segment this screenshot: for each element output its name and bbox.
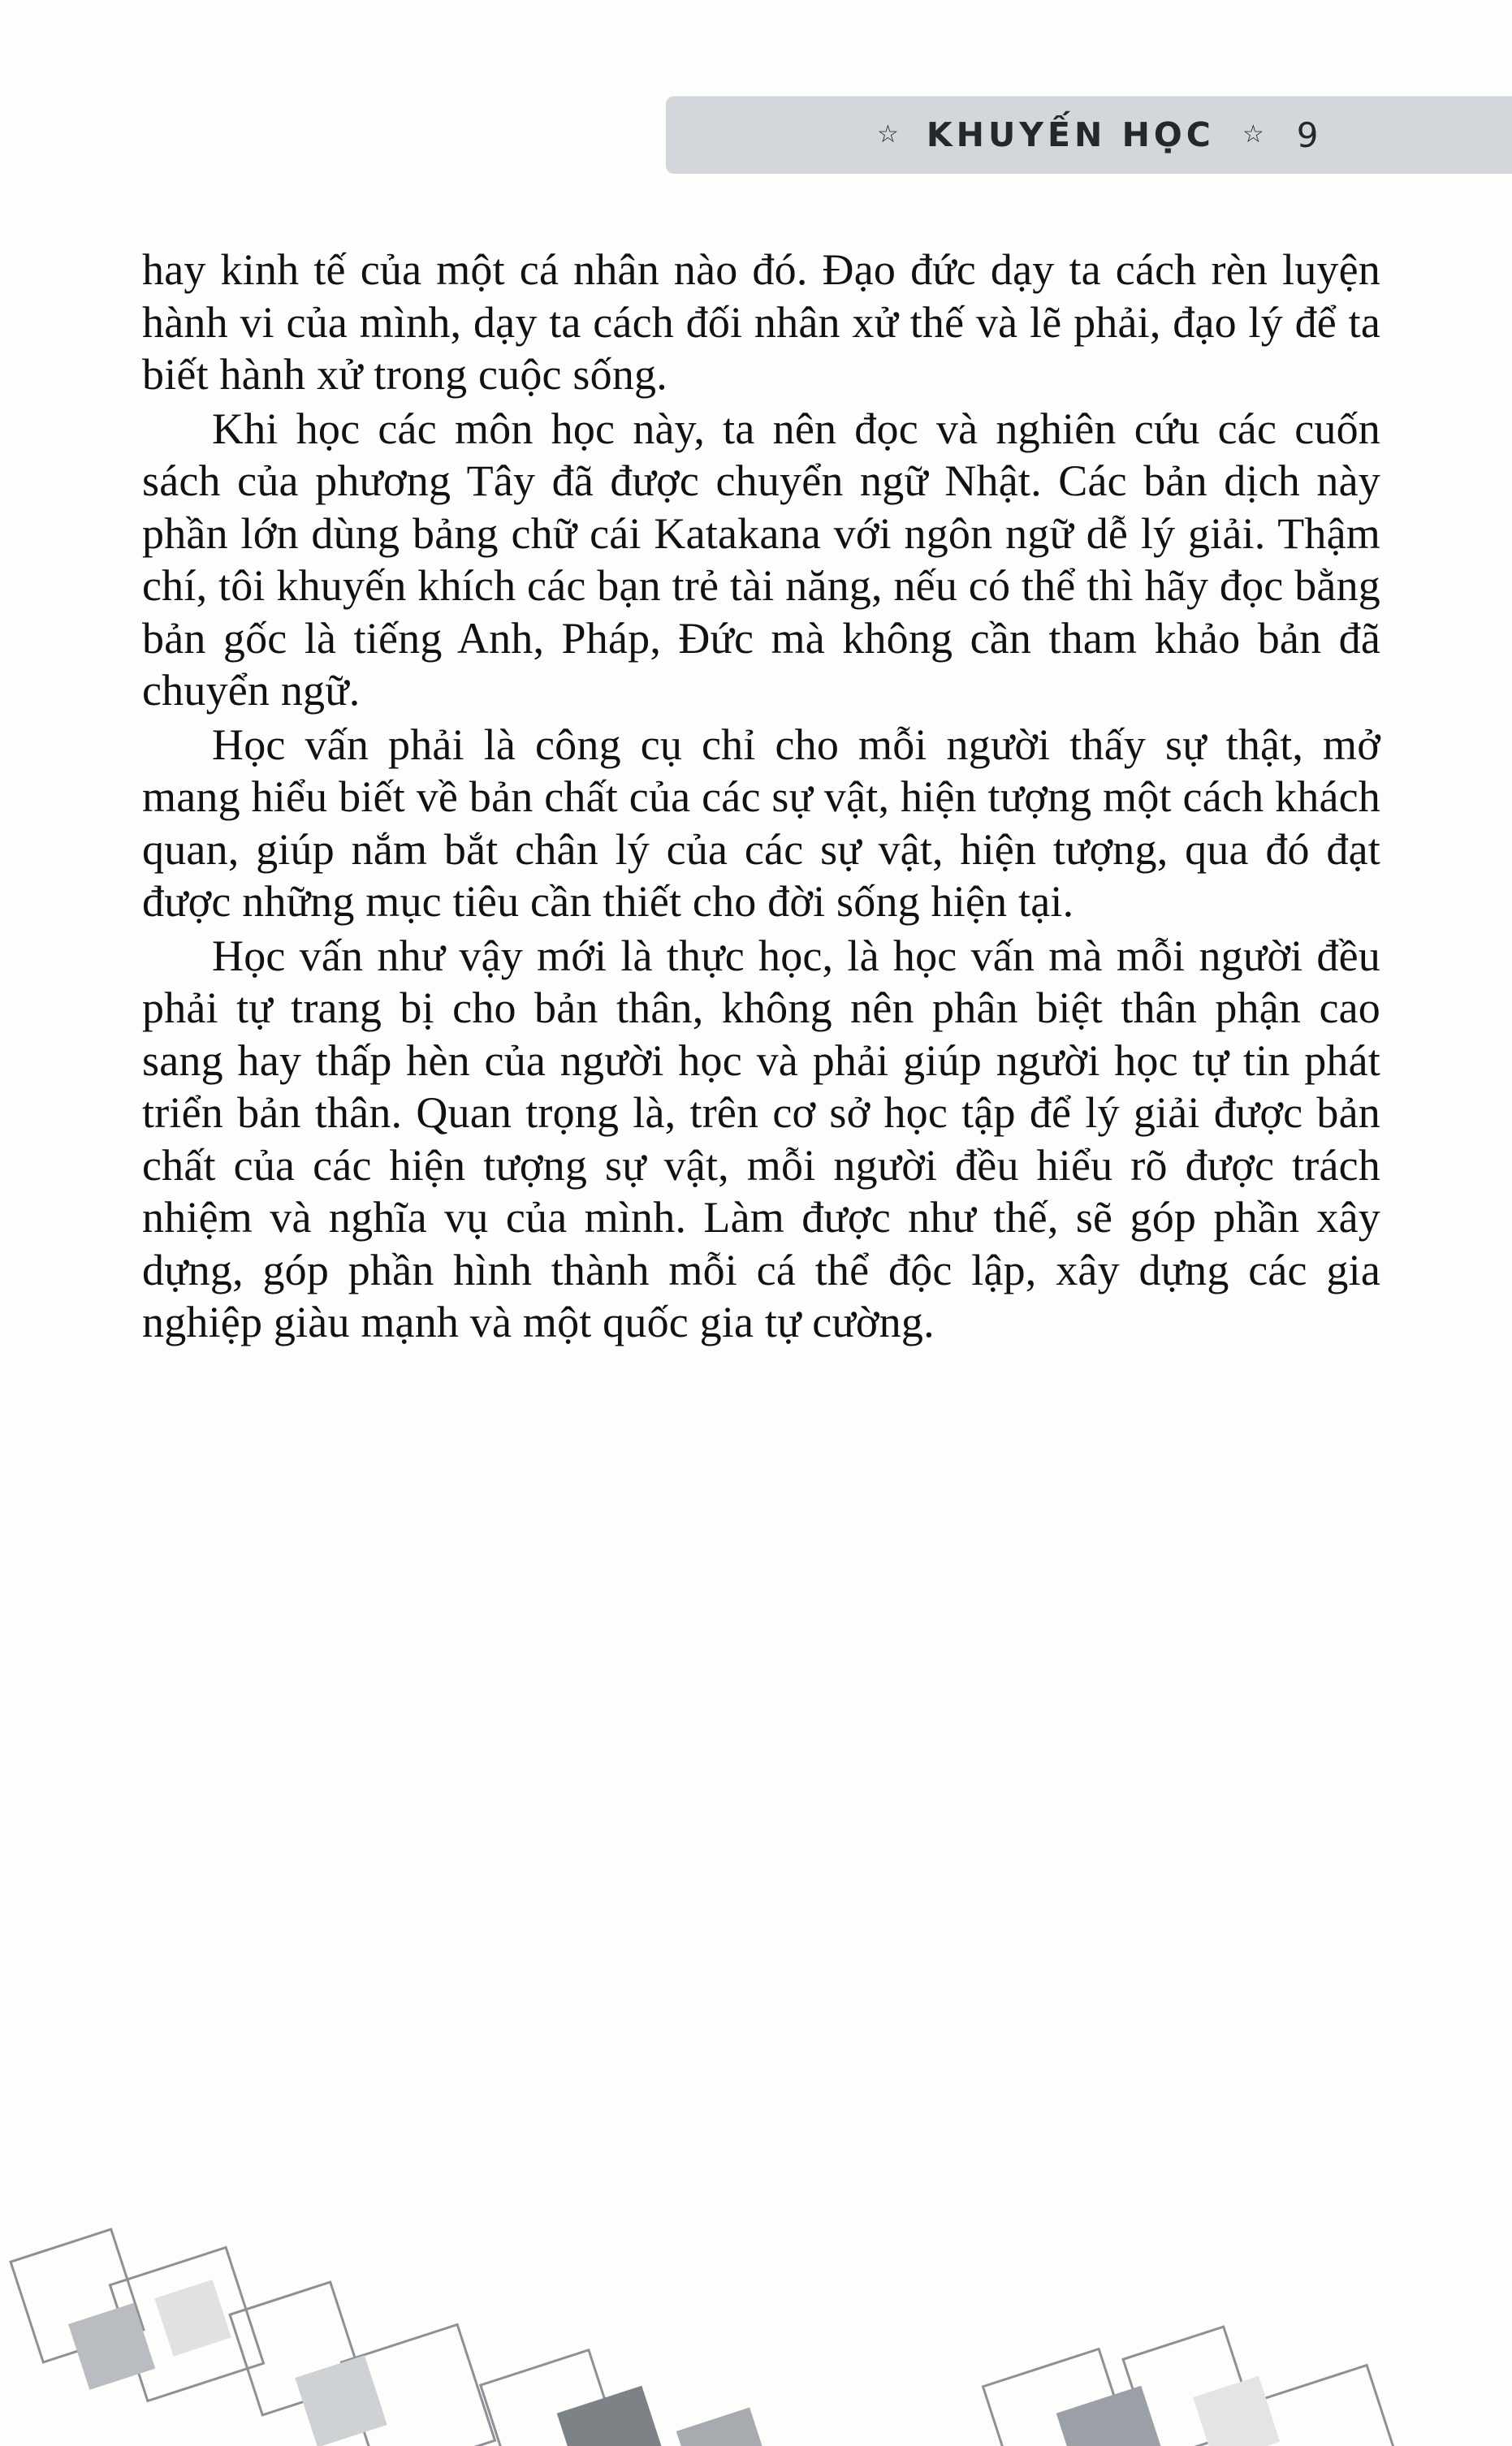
page-header-band bbox=[666, 96, 1512, 174]
paragraph-3: Học vấn phải là công cụ chỉ cho mỗi người thấy sự thật, mở mang hiểu biết về bản chất của các sự vật, hiện tượng một cách khách quan, giúp nắm bắt chân lý của các sự vật, hiện tượng, qua đó đạt được những mục tiêu cần thiết cho đời sống hiện tại. bbox=[142, 720, 1380, 927]
star-icon-right: ☆ bbox=[1242, 121, 1264, 148]
paragraph-4: Học vấn như vậy mới là thực học, là học vấn mà mỗi người đều phải tự trang bị cho bản thân, không nên phân biệt thân phận cao sang hay thấp hèn của người học và phải giúp người học tự tin phát triển bản thân. Quan trọng là, trên cơ sở học tập để lý giải được bản chất của các hiện tượng sự vật, mỗi người đều hiểu rõ được trách nhiệm và nghĩa vụ của mình. Làm được như thế, sẽ góp phần xây dựng, góp phần hình thành mỗi cá thể độc lập, xây dựng các gia nghiệp giàu mạnh và một quốc gia tự cường. bbox=[142, 931, 1380, 1347]
page-number: 9 bbox=[1296, 115, 1319, 155]
paragraph-1: hay kinh tế của một cá nhân nào đó. Đạo đức dạy ta cách rèn luyện hành vi của mình, dạy ta cách đối nhân xử thế và lẽ phải, đạo lý để ta biết hành xử trong cuộc sống. bbox=[142, 245, 1380, 400]
geometric-squares-pattern-icon bbox=[0, 2097, 1512, 2446]
book-title: KHUYẾN HỌC bbox=[926, 115, 1215, 154]
page-body bbox=[142, 244, 1380, 1349]
paragraph-2: Khi học các môn học này, ta nên đọc và nghiên cứu các cuốn sách của phương Tây đã được chuyển ngữ Nhật. Các bản dịch này phần lớn dùng bảng chữ cái Katakana với ngôn ngữ dễ lý giải. Thậm chí, tôi khuyến khích các bạn trẻ tài năng, nếu có thể thì hãy đọc bằng bản gốc là tiếng Anh, Pháp, Đức mà không cần tham khảo bản đã chuyển ngữ. bbox=[142, 404, 1380, 715]
page-header bbox=[666, 115, 1318, 155]
star-icon-left: ☆ bbox=[877, 121, 899, 148]
